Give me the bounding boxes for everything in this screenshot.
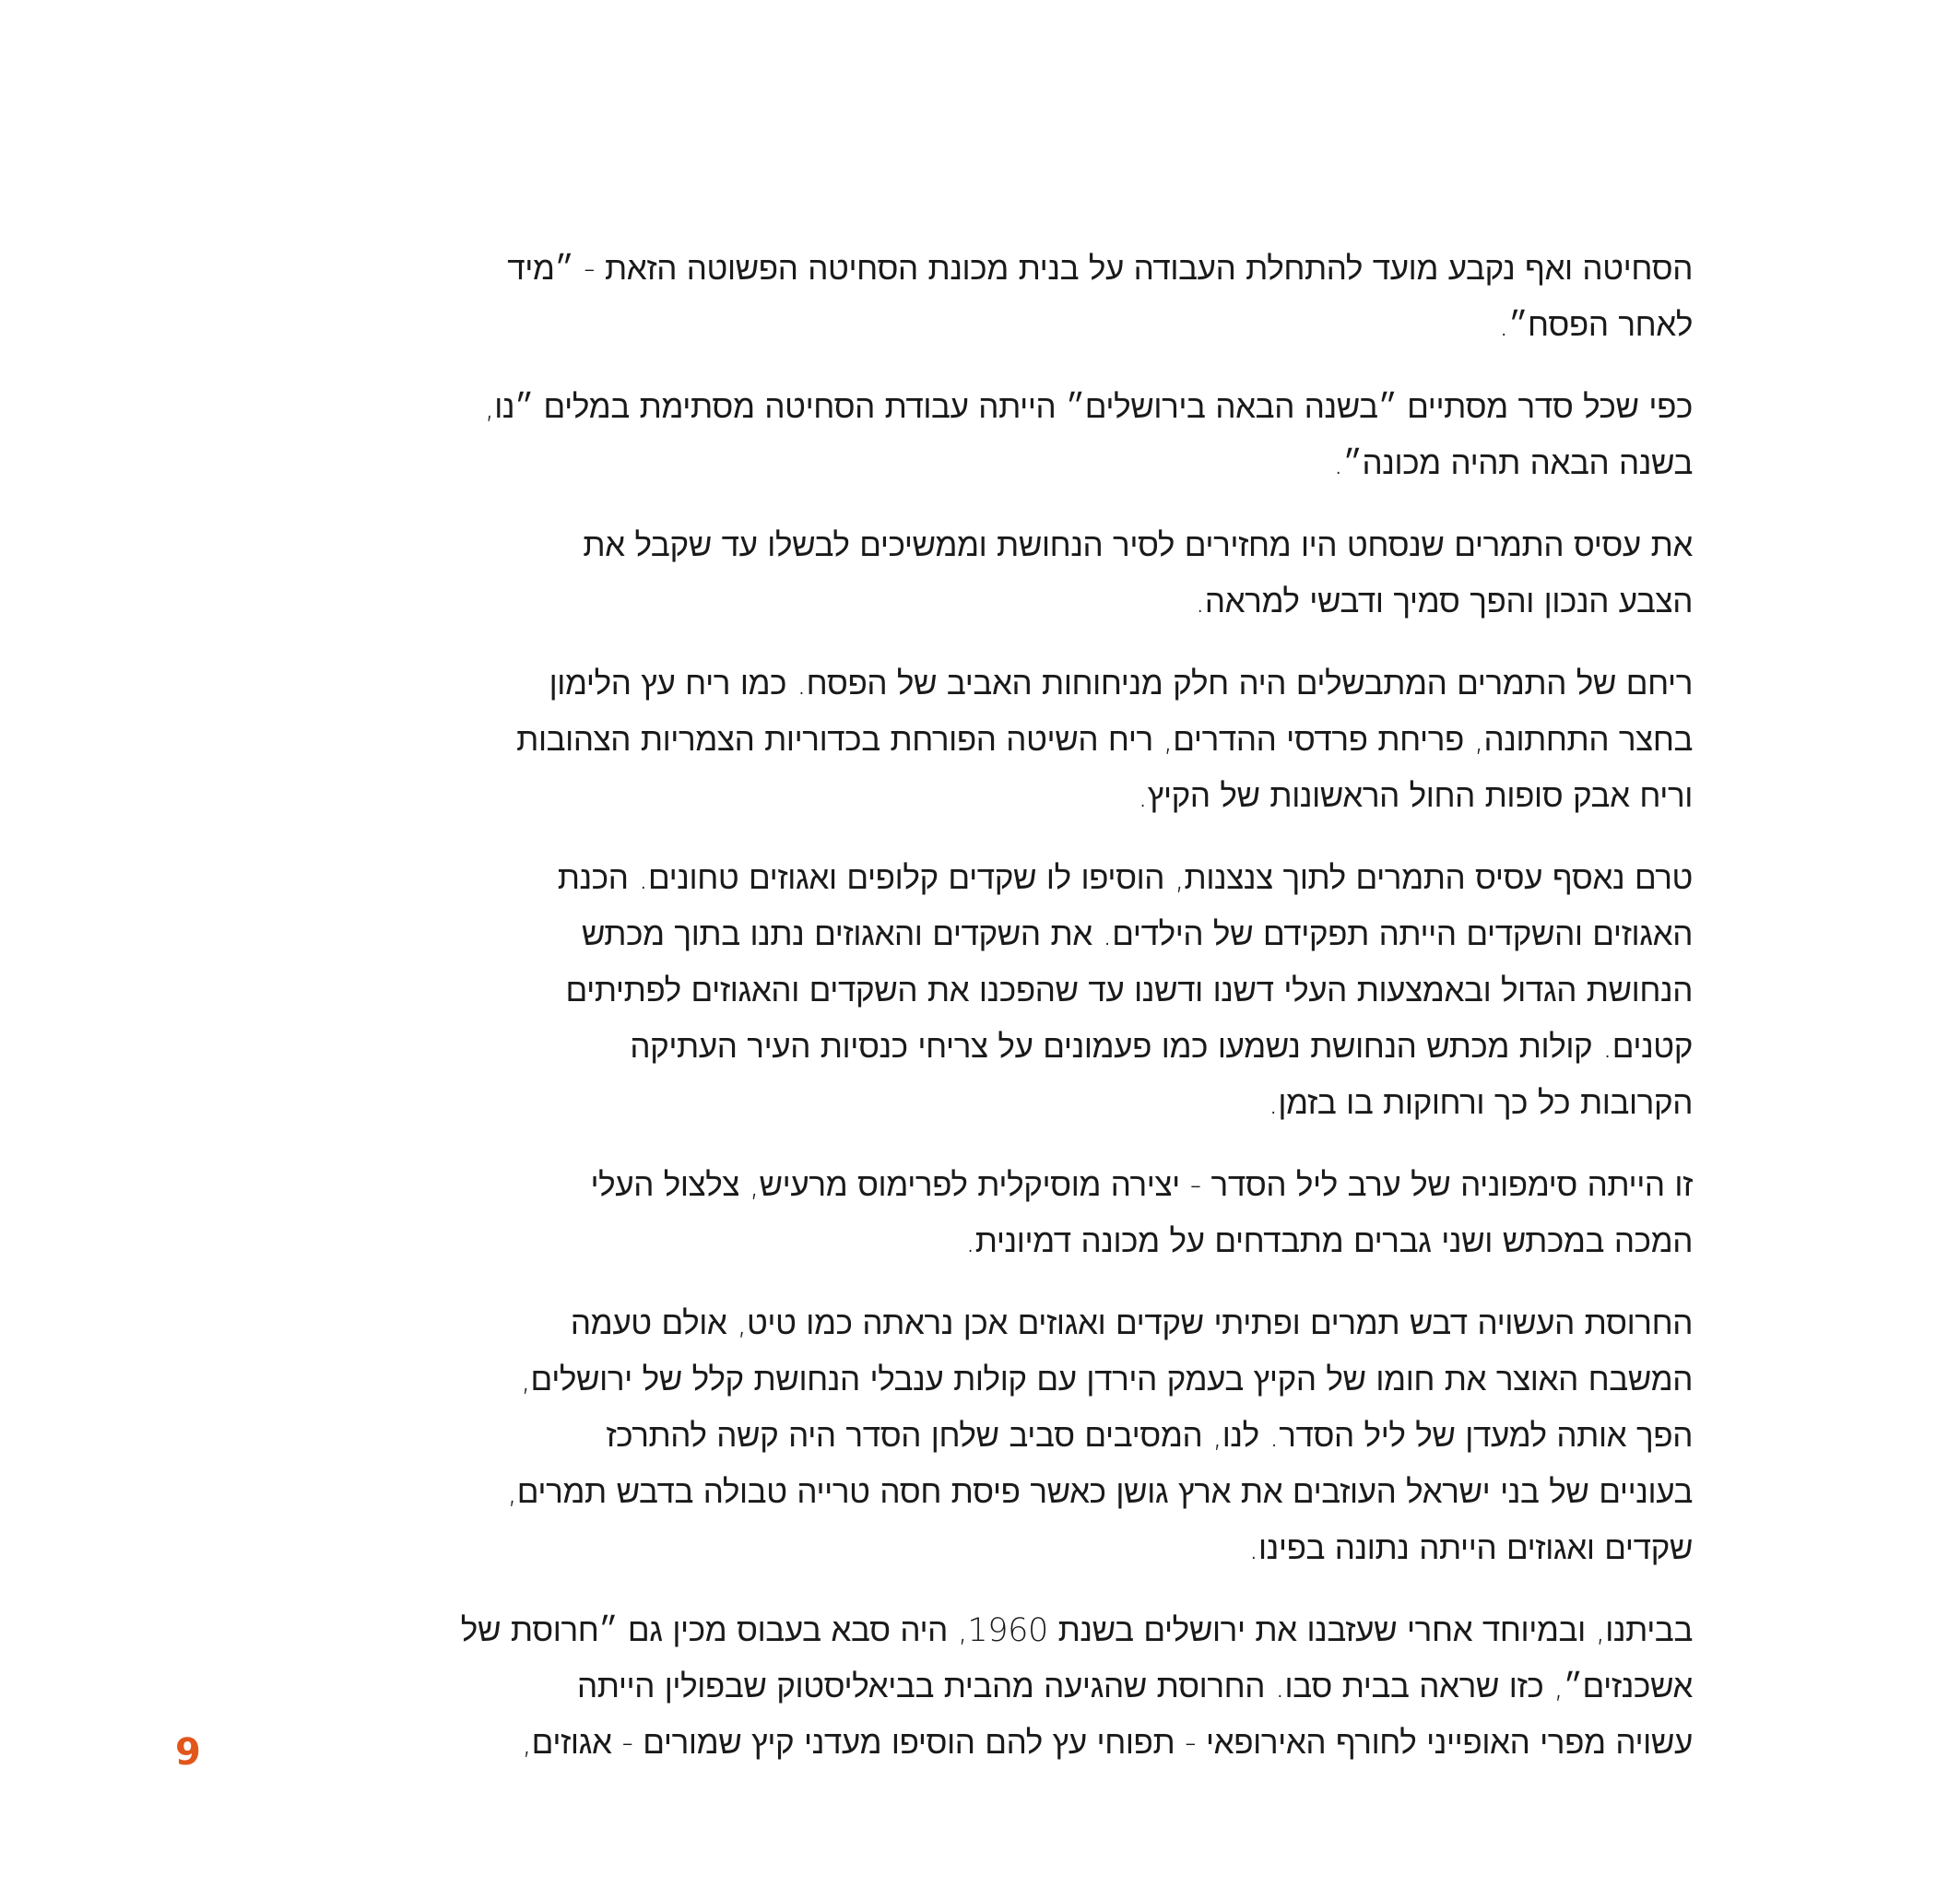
paragraph: ריחם של התמרים המתבשלים היה חלק מניחוחות האביב של הפסח. כמו ריח עץ הלימון בחצר התחתונה, פריחת פרדסי ההדרים, ריח השיטה הפורחת בכדוריות הצמריות הצהובות וריח אבק סופות החול הראשונות של הקיץ. bbox=[516, 666, 1693, 815]
paragraph: טרם נאסף עסיס התמרים לתוך צנצנות, הוסיפו לו שקדים קלופים ואגוזים טחונים. הכנת האגוזים והשקדים הייתה תפקידם של הילדים. את השקדים והאגוזים נתנו בתוך מכתש הנחושת הגדול ובאמצעות העלי דשנו ודשנו עד שהפכנו את השקדים והאגוזים לפתיתים קטנים. קולות מכתש הנחושת נשמעו כמו פעמונים על צריחי כנסיות העיר העתיקה הקרובות כל כך ורחוקות בו בזמן. bbox=[557, 860, 1693, 1122]
paragraph: הסחיטה ואף נקבע מועד להתחלת העבודה על בנית מכונת הסחיטה הפשוטה הזאת - ״מיד לאחר הפסח״. bbox=[507, 251, 1693, 344]
page-number: 9 bbox=[175, 1731, 201, 1774]
paragraph: החרוסת העשויה דבש תמרים ופתיתי שקדים ואגוזים אכן נראתה כמו טיט, אולם טעמה המשבח האוצר את חומו של הקיץ בעמק הירדן עם קולות ענבלי הנחושת קלל של ירושלים, הפך אותה למעדן של ליל הסדר. לנו, המסיבים סביב שלחן הסדר היה קשה להתרכז בעוניים של בני ישראל העוזבים את ארץ גושן כאשר פיסת חסה טרייה טבולה בדבש תמרים, שקדים ואגוזים הייתה נתונה בפינו. bbox=[507, 1305, 1693, 1567]
paragraph: כפי שכל סדר מסתיים ״בשנה הבאה בירושלים״ הייתה עבודת הסחיטה מסתימת במלים ״נו, בשנה הבאה תהיה מכונה״. bbox=[484, 389, 1693, 482]
paragraph: זו הייתה סימפוניה של ערב ליל הסדר - יצירה מוסיקלית לפרימוס מרעיש, צלצול העלי המכה במכתש ושני גברים מתבדחים על מכונה דמיונית. bbox=[590, 1167, 1693, 1260]
paragraph: את עסיס התמרים שנסחט היו מחזירים לסיר הנחושת וממשיכים לבשלו עד שקבל את הצבע הנכון והפך סמיך ודבשי למראה. bbox=[583, 527, 1693, 620]
body-text bbox=[297, 242, 1693, 1798]
paragraph: בביתנו, ובמיוחד אחרי שעזבנו את ירושלים בשנת 1960, היה סבא בעבוס מכין גם ״חרוסת של אשכנזים״, כזו שראה בבית סבו. החרוסת שהגיעה מהבית בביאליסטוק שבפולין הייתה עשויה מפרי האופייני לחורף האירופאי - תפוחי עץ להם הוסיפו מעדני קיץ שמורים - אגוזים, bbox=[460, 1612, 1693, 1762]
